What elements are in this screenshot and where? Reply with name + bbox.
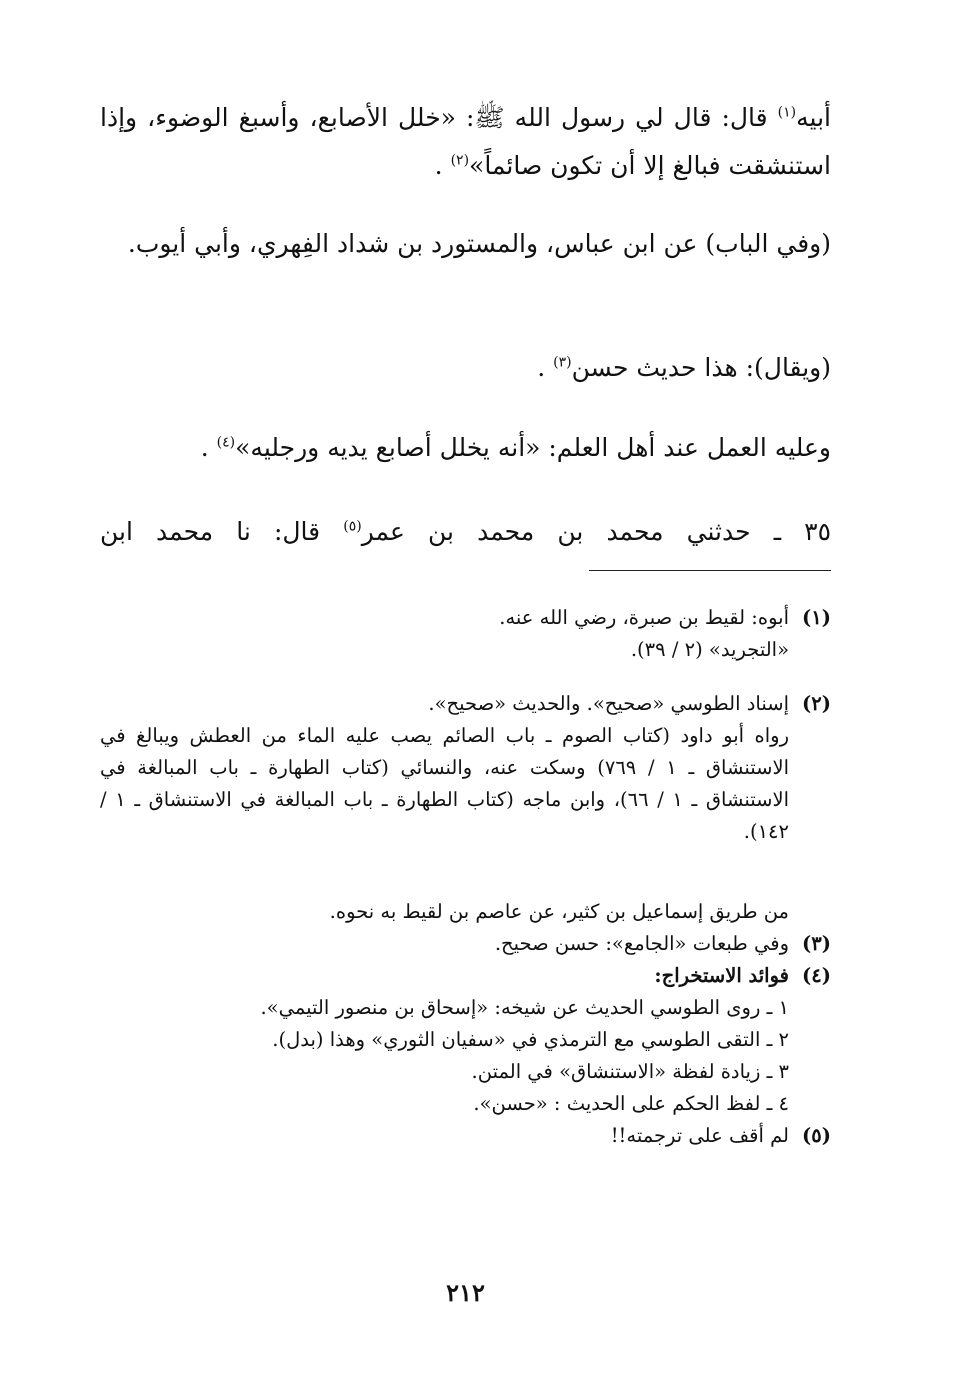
footnote-4-heading: فوائد الاستخراج: [654, 964, 789, 987]
footnote-1-line2: «التجريد» (٢ / ٣٩). [630, 638, 789, 661]
book-page [100, 0, 831, 1377]
footnote-3: (٣)وفي طبعات «الجامع»: حسن صحيح. [100, 928, 831, 960]
main-paragraph-3: (ويقال): هذا حديث حسن$^{(٣)}$ . [537, 353, 831, 382]
footnote-4-item: ٢ ـ التقى الطوسي مع الترمذي في «سفيان الثوري» وهذا (بدل). [272, 1028, 789, 1051]
footnote-2-line1: (٢)إسناد الطوسي «صحيح». والحديث «صحيح». [100, 688, 831, 720]
footnote-1-line1: (١)أبوه: لقيط بن صبرة، رضي الله عنه. [100, 602, 831, 634]
page-number: ٢١٢ [446, 1278, 485, 1307]
footnote-2-continued [100, 896, 831, 1152]
footnote-2 [100, 688, 831, 848]
footnote-3-number: (٣) [802, 932, 831, 955]
footnote-2-line3: من طريق إسماعيل بن كثير، عن عاصم بن لقيط به نحوه. [329, 900, 789, 923]
main-paragraph-5: ٣٥ ـ حدثني محمد بن محمد بن عمر$^{(٥)}$ قال: نا محمد ابن [100, 517, 831, 546]
main-paragraph-2: (وفي الباب) عن ابن عباس، والمستورد بن شداد الفِهري، وأبي أيوب. [127, 229, 831, 258]
footnote-2-number: (٢) [802, 692, 831, 715]
footnote-separator [589, 570, 831, 571]
footnote-4 [100, 960, 831, 992]
footnote-4-item: ٤ ـ لفظ الحكم على الحديث : «حسن». [473, 1092, 789, 1115]
footnote-5: (٥)لم أقف على ترجمته!! [100, 1120, 831, 1152]
footnote-4-item: ١ ـ روى الطوسي الحديث عن شيخه: «إسحاق بن منصور التيمي». [260, 996, 789, 1019]
footnote-2-paragraph: رواه أبو داود (كتاب الصوم ـ باب الصائم يصب عليه الماء من العطش ويبالغ في الاستنشاق ـ ١ / ٧٦٩) وسكت عنه، والنسائي (كتاب الطهارة ـ باب المبالغة في الاستنشاق ـ ١ / ٦٦)، وابن ماجه (كتاب الطهارة ـ باب المبالغة في الاستنشاق ـ ١ / ١٤٢). [100, 724, 789, 843]
main-paragraph-1: أبيه$^{(١)}$ قال: قال لي رسول الله ﷺ: «خلل الأصابع، وأسبغ الوضوء، وإذا استنشقت فبالغ إلا أن تكون صائماً»$^{(٢)}$ . [100, 103, 831, 180]
footnote-1 [100, 602, 831, 666]
footnote-1-number: (١) [802, 606, 831, 629]
footnote-4-number: (٤) [802, 964, 831, 987]
footnote-4-item: ٣ ـ زيادة لفظة «الاستنشاق» في المتن. [471, 1060, 789, 1083]
footnote-5-number: (٥) [802, 1124, 831, 1147]
main-paragraph-4: وعليه العمل عند أهل العلم: «أنه يخلل أصابع يديه ورجليه»$^{(٤)}$ . [200, 433, 831, 462]
